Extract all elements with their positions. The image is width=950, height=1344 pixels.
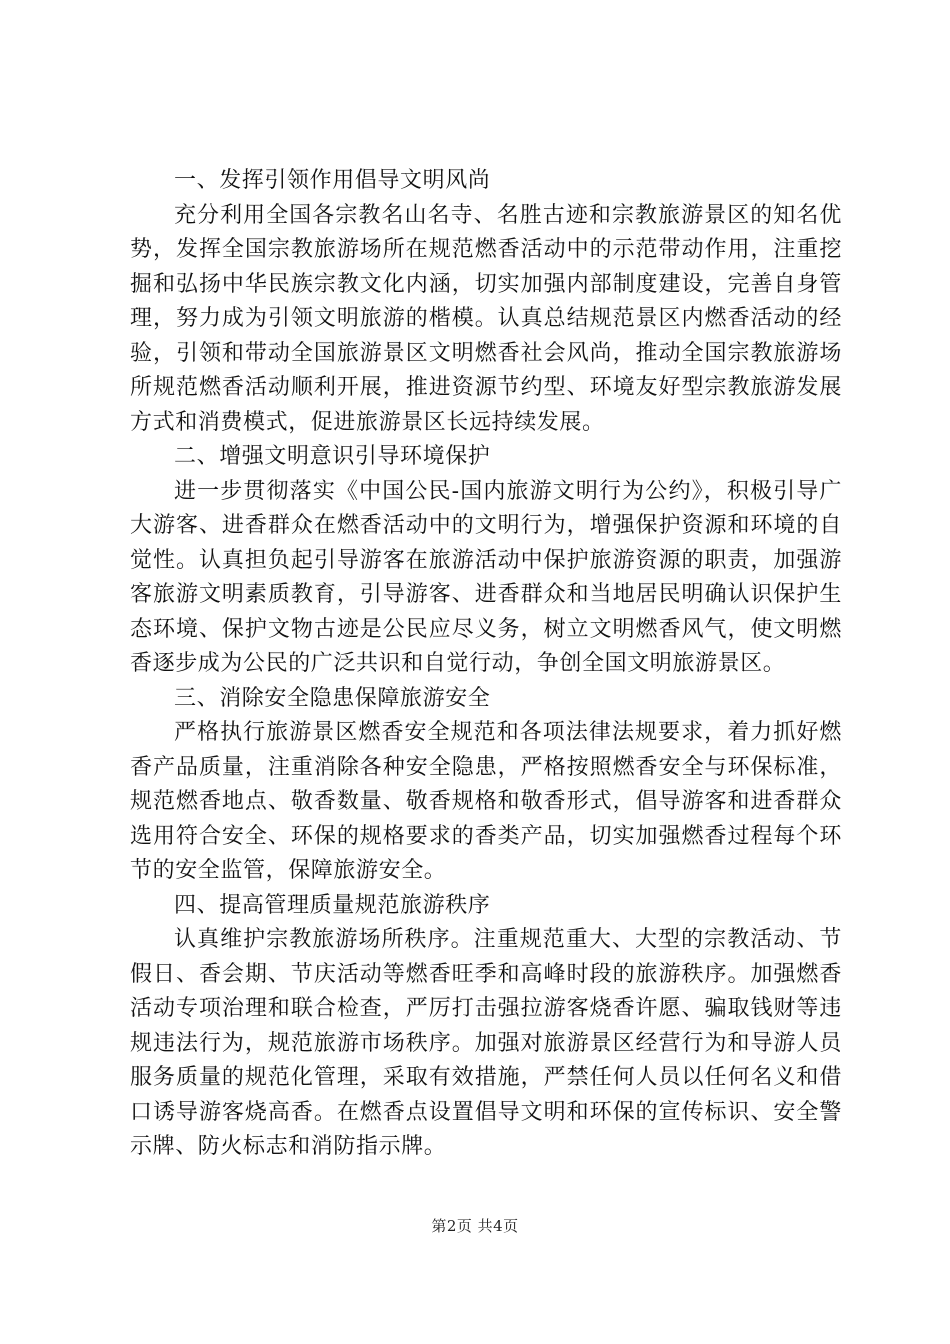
section-heading-4: 四、提高管理质量规范旅游秩序 [174,892,491,918]
section-heading-1: 一、发挥引领作用倡导文明风尚 [174,168,491,193]
section-paragraph-4: 认真维护宗教旅游场所秩序。注重规范重大、大型的宗教活动、节假日、香会期、节庆活动等燃香旺季和高峰时段的旅游秩序。加强燃香活动专项治理和联合检查，严厉打击强拉游客烧香许愿、骗取钱财等违规违法行为，规范旅游市场秩序。加强对旅游景区经营行为和导游人员服务质量的规范化管理，采取有效措施，严禁任何人员以任何名义和借口诱导游客烧高香。在燃香点设置倡导文明和环保的宣传标识、安全警示牌、防火标志和消防指示牌。 [130,927,842,1159]
page-number-footer: 第2页 共4页 [431,1217,519,1235]
section-heading-3: 三、消除安全隐患保障旅游安全 [174,685,491,711]
section-paragraph-3: 严格执行旅游景区燃香安全规范和各项法律法规要求，着力抓好燃香产品质量，注重消除各种安全隐患，严格按照燃香安全与环保标准，规范燃香地点、敬香数量、敬香规格和敬香形式，倡导游客和进香群众选用符合安全、环保的规格要求的香类产品，切实加强燃香过程每个环节的安全监管，保障旅游安全。 [130,720,842,883]
section-heading-2: 二、增强文明意识引导环境保护 [174,444,491,469]
section-paragraph-2: 进一步贯彻落实《中国公民-国内旅游文明行为公约》，积极引导广大游客、进香群众在燃香活动中的文明行为，增强保护资源和环境的自觉性。认真担负起引导游客在旅游活动中保护旅游资源的职责，加强游客旅游文明素质教育，引导游客、进香群众和当地居民明确认识保护生态环境、保护文物古迹是公民应尽义务，树立文明燃香风气，使文明燃香逐步成为公民的广泛共识和自觉行动，争创全国文明旅游景区。 [130,478,842,676]
document-body [130,164,842,1165]
section-paragraph-1: 充分利用全国各宗教名山名寺、名胜古迹和宗教旅游景区的知名优势，发挥全国宗教旅游场所在规范燃香活动中的示范带动作用，注重挖掘和弘扬中华民族宗教文化内涵，切实加强内部制度建设，完善自身管理，努力成为引领文明旅游的楷模。认真总结规范景区内燃香活动的经验，引领和带动全国旅游景区文明燃香社会风尚，推动全国宗教旅游场所规范燃香活动顺利开展，推进资源节约型、环境友好型宗教旅游发展方式和消费模式，促进旅游景区长远持续发展。 [130,202,842,435]
